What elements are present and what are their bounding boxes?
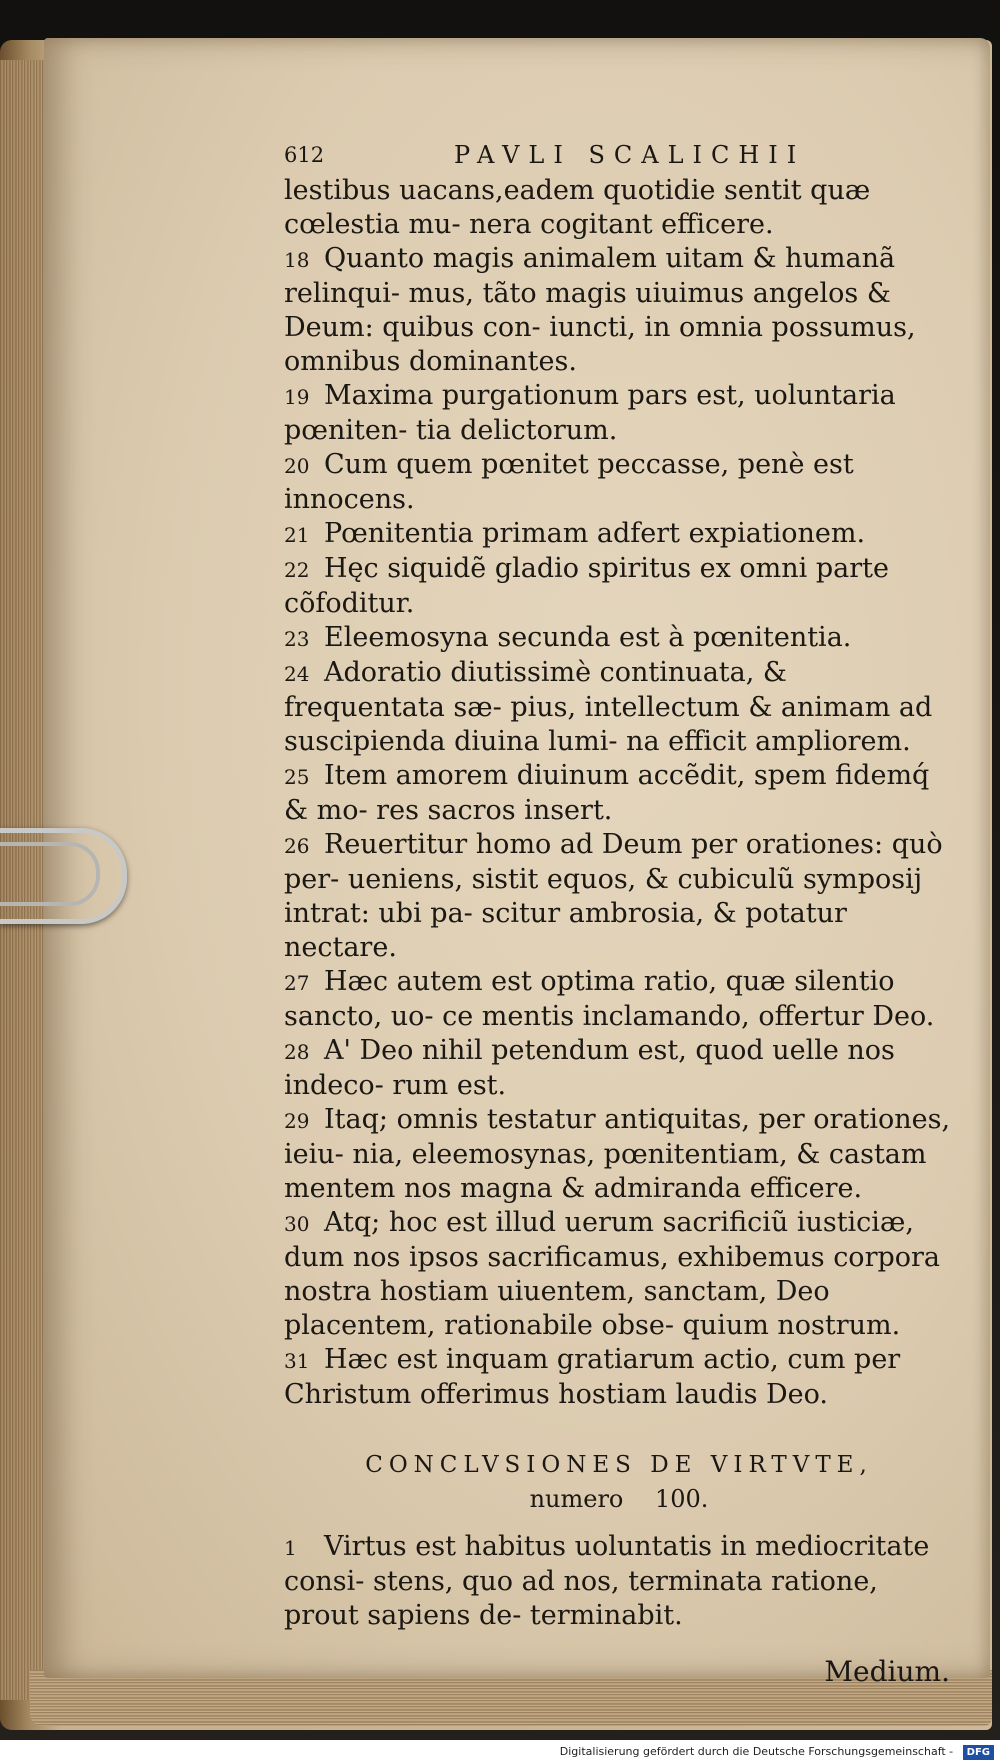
numero-label: numero [529,1485,624,1513]
numbered-paragraph [284,1103,954,1206]
footer-bar [0,1740,1000,1763]
running-head [284,138,954,174]
section-paragraphs [284,1530,954,1633]
paragraph-number: 30 [284,1212,310,1236]
paragraph-number: 21 [284,523,310,547]
paragraph-number: 24 [284,662,310,686]
paragraph-text: Item amorem diuinum accẽdit, spem fidemq́ & mo- res sacros insert. [284,760,930,826]
paragraph-text: Eleemosyna secunda est à pœnitentia. [324,622,852,653]
continuation-text: lestibus uacans,eadem quotidie sentit quæ cœlestia mu- nera cogitant efficere. [284,175,871,240]
paragraph-number: 25 [284,765,310,789]
numbered-paragraph [284,621,954,656]
numbered-paragraphs [284,242,954,1412]
numbered-paragraph [284,828,954,965]
section-subheading [284,1482,954,1516]
numbered-paragraph [284,965,954,1034]
catchword: Medium. [824,1655,950,1688]
numbered-paragraph [284,552,954,621]
paragraph-text: Cum quem pœnitet peccasse, penè est innocens. [284,449,854,515]
paragraph-text: Reuertitur homo ad Deum per orationes: quò per- ueniens, sistit equos, & cubiculũ symposij intrat: ubi pa- scitur ambrosia, & potatur nectare. [284,829,943,963]
paragraph-text: Atq; hoc est illud uerum sacrificiũ iusticiæ, dum nos ipsos sacrificamus, exhibemus corpora nostra hostiam uiuentem, sanctam, Deo placentem, rationabile obse- quium nostrum. [284,1207,941,1341]
numbered-paragraph [284,1206,954,1343]
numbered-paragraph [284,242,954,379]
section-heading: CONCLVSIONES DE VIRTVTE, [365,1452,873,1478]
paragraph-text: Virtus est habitus uoluntatis in mediocritate consi- stens, quo ad nos, terminata ratione, prout sapiens de- terminabit. [284,1531,930,1631]
paragraph-number: 31 [284,1349,310,1373]
paragraph-text: Hæc est inquam gratiarum actio, cum per Christum offerimus hostiam laudis Deo. [284,1344,901,1410]
paragraph-text: Pœnitentia primam adfert expiationem. [324,518,866,549]
paragraph-number: 23 [284,627,310,651]
paragraph-number: 1 [284,1536,297,1560]
numbered-paragraph [284,379,954,448]
page-number: 612 [284,143,325,167]
numbered-paragraph [284,517,954,552]
paragraph-number: 19 [284,385,310,409]
numbered-paragraph [284,1343,954,1412]
paragraph-text: Quanto magis animalem uitam & humanã relinqui- mus, tãto magis uiuimus angelos & Deum: quibus con- iuncti, in omnia possumus, omnibus dominantes. [284,243,916,377]
paragraph-number: 18 [284,248,310,272]
paragraph-number: 28 [284,1040,310,1064]
paragraph-number: 20 [284,454,310,478]
paragraph-text: Itaq; omnis testatur antiquitas, per orationes, ieiu- nia, eleemosynas, pœnitentiam, & castam mentem nos magna & admiranda efficere. [284,1104,951,1204]
page-text-block [284,138,954,1689]
funding-credit: Digitalisierung gefördert durch die Deutsche Forschungsgemeinschaft - [559,1745,954,1758]
paragraph-number: 29 [284,1109,310,1133]
paragraph-text: Hæc autem est optima ratio, quæ silentio sancto, uo- ce mentis inclamando, offertur Deo. [284,966,935,1032]
numbered-paragraph [284,759,954,828]
paragraph-number: 22 [284,558,310,582]
numbered-paragraph [284,448,954,517]
numbered-paragraph [284,1530,954,1633]
numbered-paragraph [284,656,954,759]
dfg-logo: DFG [963,1745,994,1760]
numero-value: 100. [655,1485,709,1513]
paper-clip-inner [0,842,100,906]
paragraph-text: Maxima purgationum pars est, uoluntaria pœniten- tia delictorum. [284,380,896,446]
paragraph-text: Hęc siquidẽ gladio spiritus ex omni parte cõfoditur. [284,553,890,619]
paragraph-number: 26 [284,834,310,858]
paragraph-number: 27 [284,971,310,995]
numbered-paragraph [284,1034,954,1103]
running-title: PAVLI SCALICHII [454,141,806,169]
paragraph-text: Adoratio diutissimè continuata, & frequentata sæ- pius, intellectum & animam ad suscipienda diuina lumi- na efficit ampliorem. [284,657,933,757]
paragraph-text: A' Deo nihil petendum est, quod uelle nos indeco- rum est. [284,1035,895,1101]
